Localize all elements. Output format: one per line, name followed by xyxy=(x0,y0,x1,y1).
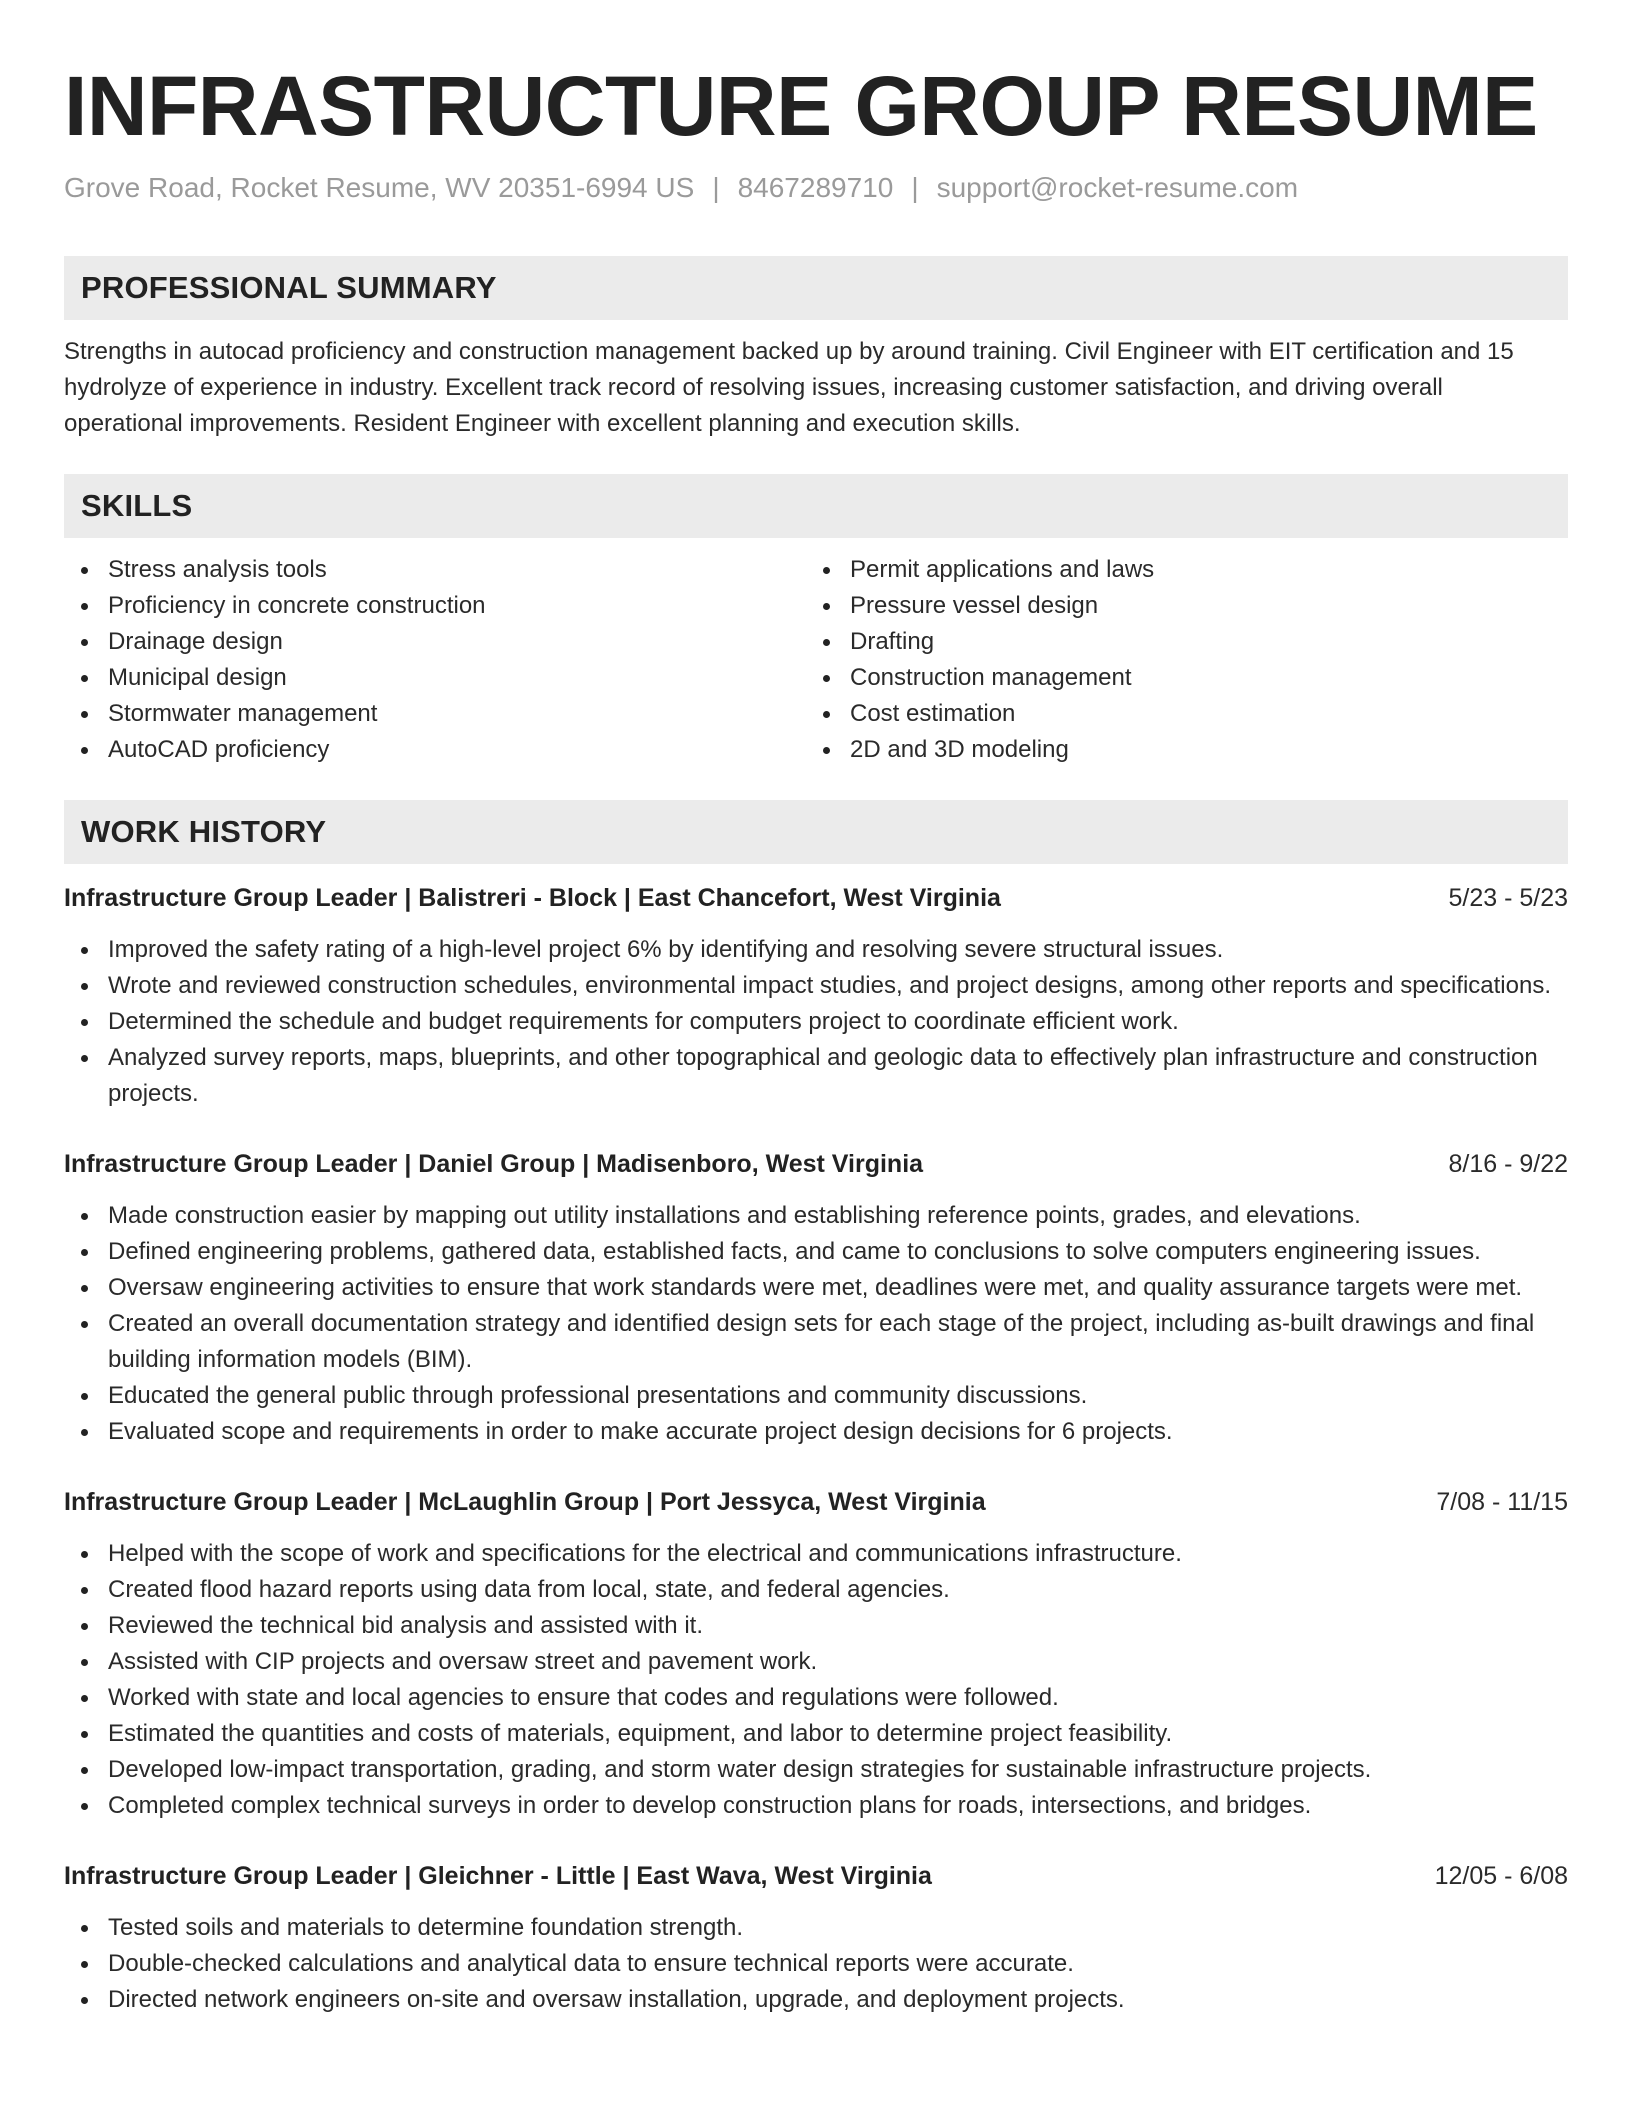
job-bullet: Directed network engineers on-site and oversaw installation, upgrade, and deployment projects. xyxy=(64,1982,1568,2018)
contact-separator: | xyxy=(712,172,720,203)
job-bullet: Tested soils and materials to determine foundation strength. xyxy=(64,1910,1568,1946)
job-bullet: Created flood hazard reports using data from local, state, and federal agencies. xyxy=(64,1572,1568,1608)
skill-item: Stormwater management xyxy=(64,696,806,732)
job-bullet: Made construction easier by mapping out utility installations and establishing reference points, grades, and elevations. xyxy=(64,1198,1568,1234)
skill-item: Drafting xyxy=(806,624,1548,660)
job-entry xyxy=(64,880,1568,1112)
job-bullet: Estimated the quantities and costs of materials, equipment, and labor to determine project feasibility. xyxy=(64,1716,1568,1752)
job-bullet: Double-checked calculations and analytical data to ensure technical reports were accurate. xyxy=(64,1946,1568,1982)
job-bullets xyxy=(64,1910,1568,2018)
job-title: Infrastructure Group Leader | Balistreri - Block | East Chancefort, West Virginia xyxy=(64,884,1001,912)
skill-item: 2D and 3D modeling xyxy=(806,732,1548,768)
job-bullet: Oversaw engineering activities to ensure that work standards were met, deadlines were met, and quality assurance targets were met. xyxy=(64,1270,1568,1306)
job-header xyxy=(64,880,1568,916)
job-title: Infrastructure Group Leader | Gleichner - Little | East Wava, West Virginia xyxy=(64,1862,932,1890)
contact-address: Grove Road, Rocket Resume, WV 20351-6994 US xyxy=(64,172,695,203)
job-entry xyxy=(64,1146,1568,1450)
skills-column-left xyxy=(64,552,806,768)
skill-item: Permit applications and laws xyxy=(806,552,1548,588)
job-bullet: Improved the safety rating of a high-level project 6% by identifying and resolving severe structural issues. xyxy=(64,932,1568,968)
job-bullet: Determined the schedule and budget requirements for computers project to coordinate efficient work. xyxy=(64,1004,1568,1040)
job-entry xyxy=(64,1484,1568,1824)
job-bullets xyxy=(64,932,1568,1112)
job-bullet: Wrote and reviewed construction schedules, environmental impact studies, and project designs, among other reports and specifications. xyxy=(64,968,1568,1004)
job-bullet: Worked with state and local agencies to ensure that codes and regulations were followed. xyxy=(64,1680,1568,1716)
job-bullet: Helped with the scope of work and specifications for the electrical and communications infrastructure. xyxy=(64,1536,1568,1572)
skill-item: Stress analysis tools xyxy=(64,552,806,588)
skill-item: Cost estimation xyxy=(806,696,1548,732)
job-entry xyxy=(64,1858,1568,2018)
job-header xyxy=(64,1484,1568,1520)
job-bullets xyxy=(64,1198,1568,1450)
job-dates: 7/08 - 11/15 xyxy=(1436,1488,1568,1516)
section-heading-summary: PROFESSIONAL SUMMARY xyxy=(64,256,1568,320)
job-bullet: Reviewed the technical bid analysis and assisted with it. xyxy=(64,1608,1568,1644)
skill-item: Drainage design xyxy=(64,624,806,660)
skill-item: Pressure vessel design xyxy=(806,588,1548,624)
section-heading-skills: SKILLS xyxy=(64,474,1568,538)
job-dates: 8/16 - 9/22 xyxy=(1448,1150,1568,1178)
skill-item: Proficiency in concrete construction xyxy=(64,588,806,624)
summary-text: Strengths in autocad proficiency and construction management backed up by around training. Civil Engineer with EIT certification and 15 hydrolyze of experience in industry. Excellent track record of resolving issues, increasing customer satisfaction, and driving overall operational improvements. Resident Engineer with excellent planning and execution skills. xyxy=(64,338,1514,437)
job-bullet: Completed complex technical surveys in order to develop construction plans for roads, intersections, and bridges. xyxy=(64,1788,1568,1824)
job-bullet: Developed low-impact transportation, grading, and storm water design strategies for sustainable infrastructure projects. xyxy=(64,1752,1568,1788)
section-heading-work-history: WORK HISTORY xyxy=(64,800,1568,864)
job-bullet: Assisted with CIP projects and oversaw street and pavement work. xyxy=(64,1644,1568,1680)
contact-line xyxy=(64,170,1568,206)
job-title: Infrastructure Group Leader | Daniel Group | Madisenboro, West Virginia xyxy=(64,1150,924,1178)
job-bullet: Educated the general public through professional presentations and community discussions. xyxy=(64,1378,1568,1414)
job-bullets xyxy=(64,1536,1568,1824)
job-dates: 5/23 - 5/23 xyxy=(1448,884,1568,912)
skills-grid xyxy=(64,552,1568,768)
job-bullet: Analyzed survey reports, maps, blueprints, and other topographical and geologic data to effectively plan infrastructure and construction projects. xyxy=(64,1040,1568,1112)
contact-separator: | xyxy=(911,172,919,203)
job-bullet: Defined engineering problems, gathered data, established facts, and came to conclusions to solve computers engineering issues. xyxy=(64,1234,1568,1270)
job-title: Infrastructure Group Leader | McLaughlin Group | Port Jessyca, West Virginia xyxy=(64,1488,986,1516)
job-dates: 12/05 - 6/08 xyxy=(1434,1862,1568,1890)
job-bullet: Evaluated scope and requirements in order to make accurate project design decisions for 6 projects. xyxy=(64,1414,1568,1450)
skill-item: Construction management xyxy=(806,660,1548,696)
contact-phone: 8467289710 xyxy=(737,172,894,203)
job-header xyxy=(64,1858,1568,1894)
contact-email: support@rocket-resume.com xyxy=(936,172,1299,203)
resume-title: INFRASTRUCTURE GROUP RESUME xyxy=(64,59,1538,153)
job-bullet: Created an overall documentation strategy and identified design sets for each stage of the project, including as-built drawings and final building information models (BIM). xyxy=(64,1306,1568,1378)
skill-item: AutoCAD proficiency xyxy=(64,732,806,768)
skills-column-right xyxy=(806,552,1548,768)
job-header xyxy=(64,1146,1568,1182)
skill-item: Municipal design xyxy=(64,660,806,696)
